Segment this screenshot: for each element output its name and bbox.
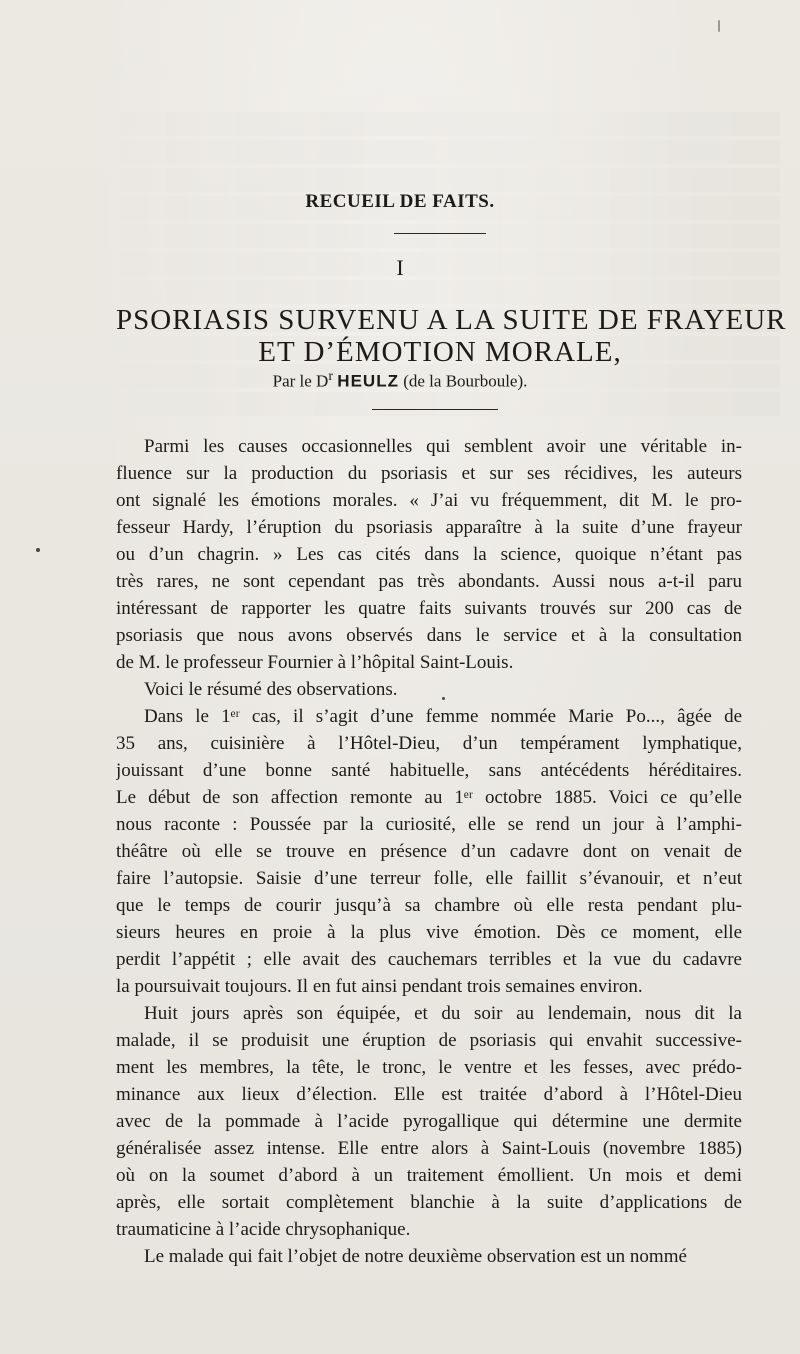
- body-text-line: malade, il se produisit une éruption de psoriasis qui envahit successive-: [116, 1030, 742, 1051]
- body-text-line: théâtre où elle se trouve en présence d’un cadavre dont on venait de: [116, 841, 742, 862]
- body-text-line: faire l’autopsie. Saisie d’une terreur folle, elle faillit s’évanouir, et n’eut: [116, 868, 742, 889]
- body-text-line: avec de la pommade à l’acide pyrogallique qui détermine une dermite: [116, 1111, 742, 1132]
- heading-rule: [394, 233, 486, 234]
- byline-superscript: r: [328, 368, 334, 384]
- body-text-line: intéressant de rapporter les quatre faits suivants trouvés sur 200 cas de: [116, 598, 742, 619]
- body-text-line: ou d’un chagrin. » Les cas cités dans la science, quoique n’étant pas: [116, 544, 742, 565]
- paper-speck: [718, 20, 720, 32]
- body-text-line: généralisée assez intense. Elle entre alors à Saint-Louis (novembre 1885): [116, 1138, 742, 1159]
- byline-rule: [372, 409, 498, 410]
- body-text-line: fluence sur la production du psoriasis et sur ses récidives, les auteurs: [116, 463, 742, 484]
- byline: [0, 368, 800, 392]
- body-text-line: nous raconte : Poussée par la curiosité, elle se rend un jour à l’amphi-: [116, 814, 742, 835]
- body-text-line: Parmi les causes occasionnelles qui semblent avoir une véritable in-: [144, 436, 742, 457]
- body-text-line: que le temps de courir jusqu’à sa chambre où elle resta pendant plu-: [116, 895, 742, 916]
- body-text-line: sieurs heures en proie à la plus vive émotion. Dès ce moment, elle: [116, 922, 742, 943]
- article-title-line-1: PSORIASIS SURVENU A LA SUITE DE FRAYEUR: [116, 304, 787, 336]
- body-text-line: Le début de son affection remonte au 1ᵉʳ octobre 1885. Voici ce qu’elle: [116, 787, 742, 808]
- body-text-line: traumaticine à l’acide chrysophanique.: [116, 1219, 411, 1240]
- body-text-line: après, elle sortait complètement blanchie à la suite d’applications de: [116, 1192, 742, 1213]
- article-body: [116, 433, 742, 1270]
- article-title-line-2: ET D’ÉMOTION MORALE,: [258, 336, 622, 368]
- body-text-line: minance aux lieux d’élection. Elle est traitée d’abord à l’Hôtel-Dieu: [116, 1084, 742, 1105]
- body-text-line: jouissant d’une bonne santé habituelle, sans antécédents héréditaires.: [116, 760, 742, 781]
- body-text-line: Le malade qui fait l’objet de notre deuxième observation est un nommé: [144, 1246, 687, 1267]
- body-text-line: fesseur Hardy, l’éruption du psoriasis apparaître à la suite d’une frayeur: [116, 517, 742, 538]
- body-text-line: Dans le 1ᵉʳ cas, il s’agit d’une femme nommée Marie Po..., âgée de: [144, 706, 742, 727]
- byline-suffix: (de la Bourboule).: [403, 371, 528, 391]
- author-name: HEULZ: [337, 371, 399, 391]
- body-text-line: la poursuivait toujours. Il en fut ainsi pendant trois semaines environ.: [116, 976, 643, 997]
- body-text-line: où on la soumet d’abord à un traitement émollient. Un mois et demi: [116, 1165, 742, 1186]
- body-text-line: Voici le résumé des observations.: [144, 679, 398, 700]
- body-text-line: perdit l’appétit ; elle avait des cauchemars terribles et la vue du cadavre: [116, 949, 742, 970]
- body-text-line: psoriasis que nous avons observés dans le service et à la consultation: [116, 625, 742, 646]
- section-heading: RECUEIL DE FAITS.: [305, 191, 495, 212]
- body-text-line: Huit jours après son équipée, et du soir au lendemain, nous dit la: [144, 1003, 742, 1024]
- paper-speck: [36, 548, 40, 552]
- byline-prefix: Par le D: [272, 371, 329, 391]
- body-text-line: ont signalé les émotions morales. « J’ai vu fréquemment, dit M. le pro-: [116, 490, 742, 511]
- body-text-line: 35 ans, cuisinière à l’Hôtel-Dieu, d’un tempérament lymphatique,: [116, 733, 742, 754]
- article-number: I: [396, 255, 404, 280]
- body-text-line: de M. le professeur Fournier à l’hôpital Saint-Louis.: [116, 652, 514, 673]
- body-text-line: ment les membres, la tête, le tronc, le ventre et les fesses, avec prédo-: [116, 1057, 742, 1078]
- body-text-line: très rares, ne sont cependant pas très abondants. Aussi nous a-t-il paru: [116, 571, 742, 592]
